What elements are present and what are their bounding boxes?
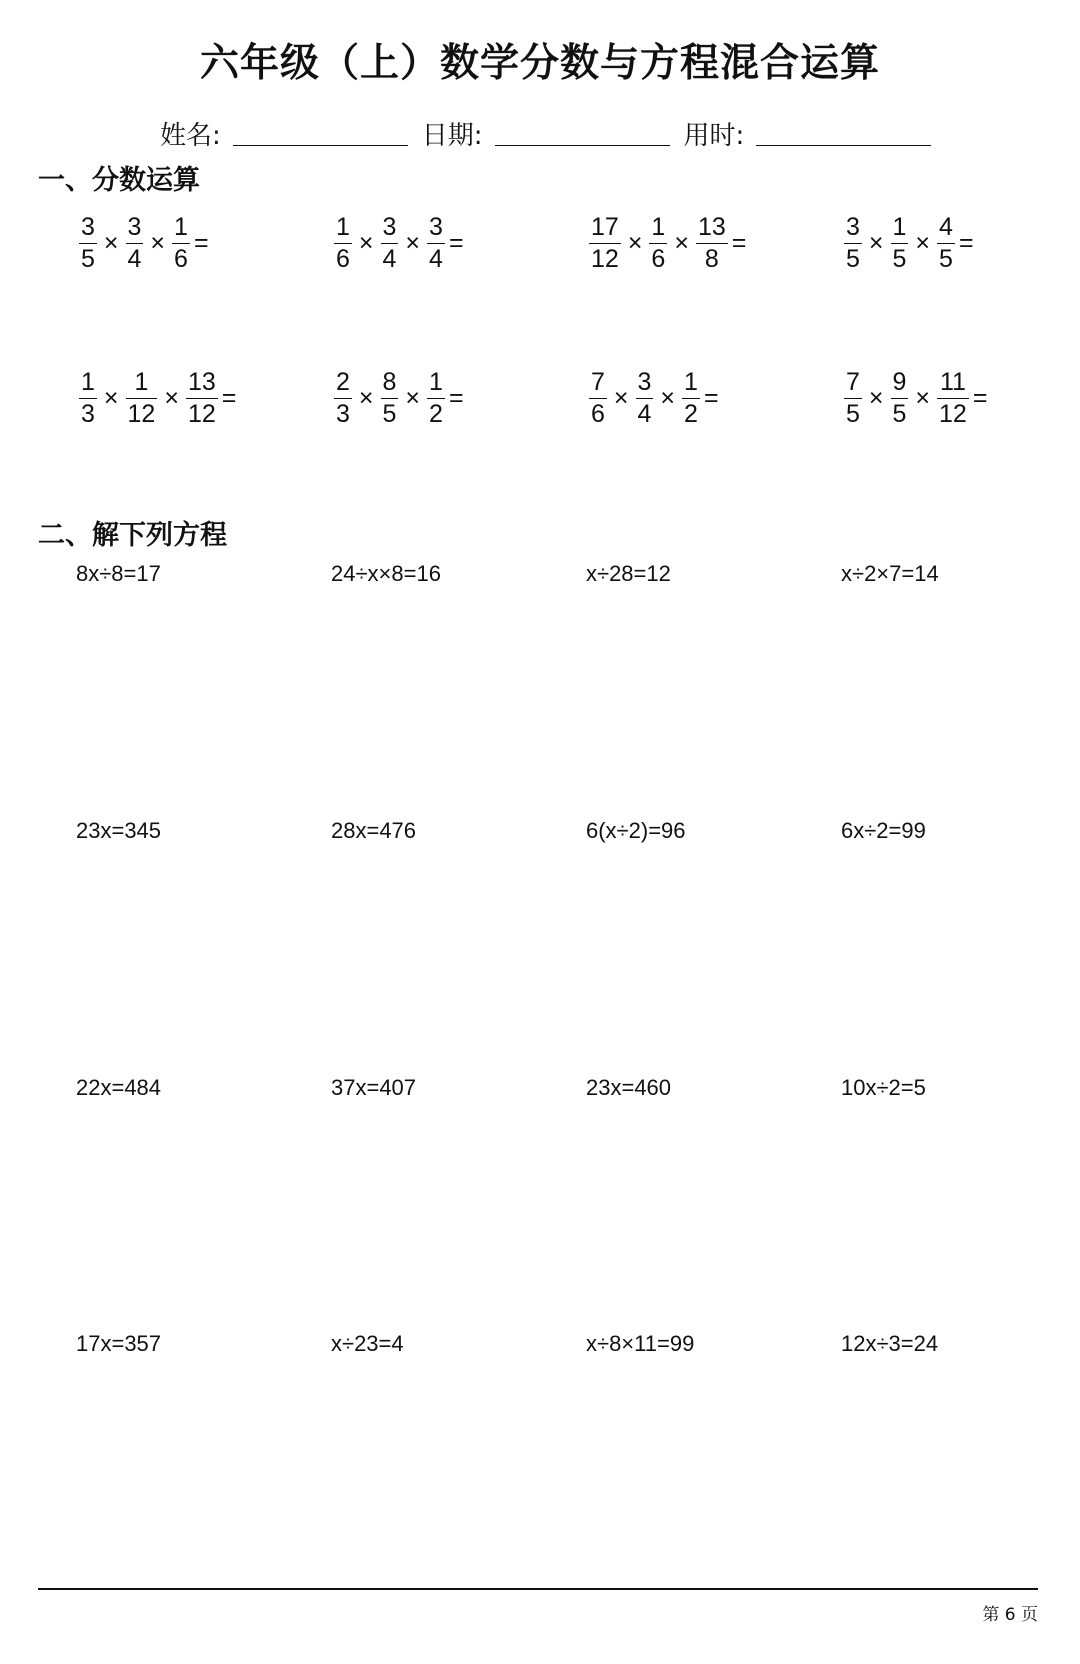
date-field	[422, 115, 684, 152]
fraction-problem	[76, 370, 236, 427]
fraction	[636, 370, 654, 427]
fraction	[186, 370, 218, 427]
numerator: 8	[382, 368, 397, 396]
denominator: 12	[127, 400, 156, 428]
fraction-problem	[841, 370, 987, 427]
fraction	[937, 215, 955, 272]
equation-problem: 22x=484	[76, 1075, 162, 1100]
fraction	[126, 370, 158, 427]
multiply-sign: ×	[103, 384, 119, 412]
fraction-problem	[586, 215, 746, 272]
equals-sign: =	[703, 384, 719, 412]
equation-problem: x÷2×7=14	[841, 561, 939, 586]
name-blank	[233, 145, 408, 146]
date-blank	[495, 145, 670, 146]
denominator: 3	[336, 400, 350, 428]
fraction	[427, 370, 445, 427]
numerator: 4	[939, 213, 953, 241]
denominator: 2	[684, 400, 698, 428]
fraction	[844, 370, 862, 427]
numerator: 3	[429, 213, 443, 241]
equation-problem: 10x÷2=5	[841, 1075, 926, 1100]
numerator: 9	[892, 368, 907, 396]
page-title: 六年级（上）数学分数与方程混合运算	[199, 41, 880, 86]
fraction-problem	[331, 215, 464, 272]
equation-problem: 23x=345	[76, 818, 162, 843]
multiply-sign: ×	[915, 229, 931, 257]
equation-problem: 12x÷3=24	[841, 1331, 939, 1356]
equation-problem: 8x÷8=17	[76, 561, 161, 586]
equation-problem: x÷8×11=99	[586, 1331, 695, 1356]
equation-problem: 6x÷2=99	[841, 818, 926, 843]
numerator: 3	[637, 368, 652, 396]
equation-problem: 37x=407	[331, 1075, 417, 1100]
numerator: 1	[336, 213, 350, 241]
denominator: 4	[382, 245, 397, 273]
fraction	[937, 370, 969, 427]
numerator: 1	[81, 368, 95, 396]
multiply-sign: ×	[868, 384, 884, 412]
numerator: 1	[651, 213, 666, 241]
equals-sign: =	[731, 229, 747, 257]
denominator: 5	[846, 245, 860, 273]
denominator: 6	[651, 245, 666, 273]
multiply-sign: ×	[627, 229, 643, 257]
numerator: 1	[429, 368, 443, 396]
numerator: 13	[697, 213, 726, 241]
numerator: 1	[134, 368, 149, 396]
equation-problem: 24÷x×8=16	[331, 561, 441, 586]
numerator: 13	[187, 368, 216, 396]
denominator: 6	[336, 245, 350, 273]
fraction	[844, 215, 862, 272]
numerator: 3	[382, 213, 397, 241]
equals-sign: =	[221, 384, 237, 412]
denominator: 5	[81, 245, 95, 273]
equation-problem: 6(x÷2)=96	[586, 818, 686, 843]
denominator: 5	[382, 400, 397, 428]
numerator: 17	[591, 213, 619, 241]
page-number: 第 6 页	[982, 1605, 1038, 1625]
numerator: 11	[939, 368, 966, 396]
denominator: 12	[939, 400, 967, 428]
fraction	[891, 370, 909, 427]
denominator: 8	[704, 245, 719, 273]
numerator: 7	[591, 368, 605, 396]
denominator: 3	[81, 400, 95, 428]
fraction	[891, 215, 909, 272]
equation-problem: x÷28=12	[586, 561, 671, 586]
numerator: 1	[892, 213, 907, 241]
multiply-sign: ×	[915, 384, 931, 412]
denominator: 4	[429, 245, 443, 273]
fraction	[589, 370, 607, 427]
fraction	[172, 215, 190, 272]
numerator: 1	[174, 213, 188, 241]
multiply-sign: ×	[405, 384, 421, 412]
equations-section-heading: 二、解下列方程	[38, 520, 227, 551]
equation-problem: 23x=460	[586, 1075, 672, 1100]
denominator: 6	[591, 400, 605, 428]
denominator: 12	[187, 400, 216, 428]
fraction	[381, 215, 399, 272]
equation-problem: 28x=476	[331, 818, 417, 843]
multiply-sign: ×	[150, 229, 166, 257]
numerator: 7	[846, 368, 860, 396]
denominator: 4	[637, 400, 652, 428]
fraction	[79, 370, 97, 427]
denominator: 12	[591, 245, 619, 273]
date-label: 日期:	[421, 121, 483, 151]
equals-sign: =	[972, 384, 988, 412]
multiply-sign: ×	[868, 229, 884, 257]
denominator: 5	[892, 245, 907, 273]
multiply-sign: ×	[103, 229, 119, 257]
numerator: 2	[336, 368, 350, 396]
fraction	[589, 215, 621, 272]
denominator: 5	[892, 400, 907, 428]
fraction-problem	[76, 215, 209, 272]
multiply-sign: ×	[358, 229, 374, 257]
fraction	[126, 215, 144, 272]
numerator: 3	[846, 213, 860, 241]
fraction	[696, 215, 728, 272]
fraction	[682, 370, 700, 427]
multiply-sign: ×	[613, 384, 629, 412]
numerator: 3	[81, 213, 95, 241]
equation-problem: 17x=357	[76, 1331, 162, 1356]
denominator: 2	[429, 400, 443, 428]
equals-sign: =	[448, 384, 464, 412]
fraction	[427, 215, 445, 272]
time-label: 用时:	[683, 121, 745, 151]
denominator: 5	[846, 400, 860, 428]
equals-sign: =	[958, 229, 974, 257]
fraction-problem	[331, 370, 464, 427]
denominator: 4	[127, 245, 142, 273]
multiply-sign: ×	[660, 384, 676, 412]
equation-problem: x÷23=4	[331, 1331, 404, 1356]
fraction	[381, 370, 399, 427]
fraction	[334, 215, 352, 272]
multiply-sign: ×	[405, 229, 421, 257]
footer-divider	[38, 1588, 1038, 1590]
denominator: 6	[174, 245, 188, 273]
name-label: 姓名:	[160, 121, 221, 151]
multiply-sign: ×	[358, 384, 374, 412]
fractions-section-heading: 一、分数运算	[38, 165, 200, 196]
multiply-sign: ×	[674, 229, 689, 257]
fraction-problem	[586, 370, 719, 427]
denominator: 5	[939, 245, 953, 273]
fraction-problem	[841, 215, 974, 272]
time-blank	[756, 145, 931, 146]
fraction	[649, 215, 667, 272]
equals-sign: =	[193, 229, 209, 257]
student-info-row	[160, 112, 945, 152]
fraction	[334, 370, 352, 427]
numerator: 1	[684, 368, 698, 396]
time-field	[684, 115, 946, 152]
fraction	[79, 215, 97, 272]
name-field	[160, 115, 422, 152]
multiply-sign: ×	[164, 384, 179, 412]
numerator: 3	[127, 213, 142, 241]
equals-sign: =	[448, 229, 464, 257]
